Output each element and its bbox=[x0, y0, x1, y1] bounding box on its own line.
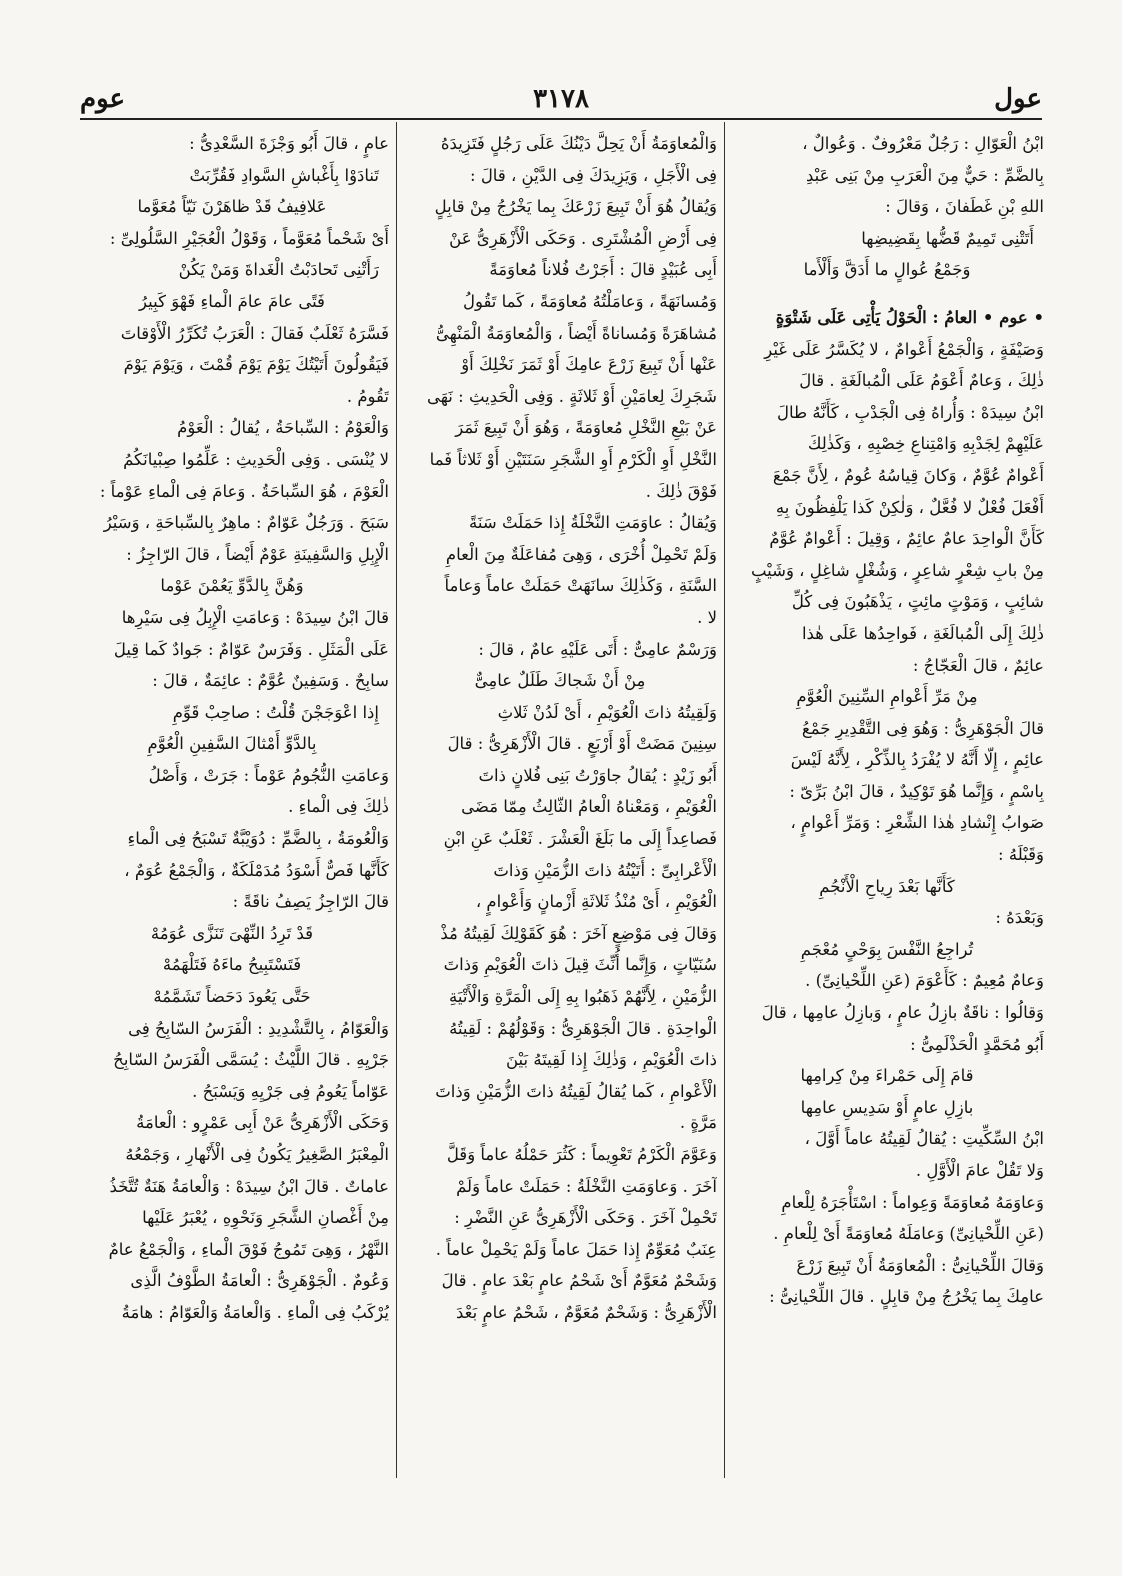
verse-line: أَتَتْنِى تَمِيمٌ قَضُّها بِقَضِيضِها bbox=[861, 228, 1034, 248]
text-line: أَىْ شَحْماً مُعَوَّماً ، وَقَوْلُ الْعُجَيْرِ السَّلُولِىِّ : bbox=[109, 228, 389, 248]
verse-line: رَأَتْنِى تَحادَبْتُ الْغَداةَ وَمَنْ يَكُنْ bbox=[178, 260, 379, 280]
column-right bbox=[730, 128, 1044, 1488]
page-number: ٣١٧٨ bbox=[533, 84, 589, 114]
text-line: الْأَعْرابِىِّ : أَتَيْتُهُ ذاتَ الزُّمَيْنِ وَذاتَ bbox=[493, 860, 717, 880]
text-line: أَبُو زَيْدٍ : يُقالُ جاوَرْتُ بَنِى فُلانٍ ذاتَ bbox=[478, 765, 717, 785]
text-line: عَوّاماً يَعُومُ فِى جَرْيِهِ وَيَسْبَحُ . bbox=[192, 1081, 389, 1101]
text-line: سابِحٌ . وَسَفِينٌ عُوَّمٌ : عائِمَةٌ ، قالَ : bbox=[152, 671, 389, 691]
text-line: أَعْوامٌ عُوَّمٌ ، وَكانَ قِياسُهُ عُومٌ ، لِأَنَّ جَمْعَ bbox=[772, 465, 1044, 485]
text-line: وَالْعُومَةُ ، بِالضَّمِّ : دُوَيْبَّةٌ تَسْبَحُ فِى الْماءِ bbox=[127, 829, 389, 849]
header-rule bbox=[80, 118, 1042, 120]
text-line: وَعَوَّمَ الْكَرْمُ تَعْوِيماً : كَثُرَ حَمْلُهُ عاماً وَقَلَّ bbox=[446, 1145, 717, 1164]
text-line: مِنْ أَغْصانِ الشَّجَرِ وَنَحْوِهِ ، يُعْبَرُ عَلَيْها bbox=[142, 1208, 389, 1228]
column-left bbox=[75, 128, 389, 1488]
text-line: أَفْعَلَ فُعْلٌ لا فُعَّلٌ ، وَلٰكِنْ كَذا يَلْفِظُونَ بِهِ bbox=[775, 497, 1044, 517]
text-line: وَقالُوا : ناقَةٌ بازِلُ عامٍ ، وَبازِلُ عامِها ، قالَ bbox=[761, 1003, 1044, 1023]
text-line: بِالضَّمِّ : حَيٌّ مِنَ الْعَرَبِ مِنْ بَنِى عَبْدِ bbox=[806, 165, 1044, 185]
verse-line: كَأَنَّها بَعْدَ رِياحِ الْأَنْجُمِ bbox=[819, 876, 955, 896]
text-line: وَقالَ فِى مَوْضِعٍ آخَرَ : هُوَ كَقَوْلِكَ لَقِيتُهُ مُذْ bbox=[440, 923, 717, 943]
text-line: (عَنِ اللِّحْيانِىِّ) وَعامَلَهُ مُعاوَمَةً أَىْ لِلْعامِ . bbox=[773, 1224, 1044, 1244]
verse-line: قَدْ تَرِدُ النِّهْىَ تَنَزَّى عُوَمُهْ bbox=[150, 923, 314, 943]
text-line: بِاسْمٍ ، وَإِنَّما هُوَ تَوْكِيدٌ ، قالَ ابْنُ بَرِّىّ : bbox=[789, 781, 1044, 801]
column-divider bbox=[724, 122, 725, 1478]
text-line: قالَ الرّاجِزُ يَصِفُ ناقَةً : bbox=[232, 892, 389, 912]
text-line: آخَرَ . وَعاوَمَتِ النَّخْلَةُ : حَمَلَتْ عاماً وَلَمْ bbox=[456, 1176, 717, 1196]
text-line: تَحْمِلْ آخَرَ . وَحَكَى الْأَزْهَرِىُّ عَنِ النَّضْرِ : bbox=[454, 1208, 717, 1228]
column-middle bbox=[403, 128, 717, 1488]
text-line: وَشَحْمٌ مُعَوَّمٌ أَىْ شَحْمُ عامٍ بَعْدَ عامٍ . قالَ bbox=[441, 1271, 717, 1291]
text-line: وَلا تَقُلْ عامَ الْأَوَّلِ . bbox=[915, 1161, 1044, 1180]
text-line: وَمُسانَهَةً ، وَعامَلْتُهُ مُعاوَمَةً ، كَما تَقُولُ bbox=[462, 291, 717, 311]
verse-line: تُراجِعُ النَّفْسَ بِوَحْىٍ مُعْجَمِ bbox=[800, 939, 974, 959]
text-line: وَالْعَوّامُ ، بِالتَّشْدِيدِ : الْفَرَسُ السّابِحُ فِى bbox=[128, 1018, 389, 1038]
text-line: عاماتٌ . قالَ ابْنُ سِيدَهْ : وَالْعامَةُ هَنَةٌ تُتَّخَذُ bbox=[109, 1176, 389, 1196]
text-line: فِى أَرْضِ الْمُشْتَرِى . وَحَكَى الْأَزْهَرِىُّ عَنْ bbox=[449, 228, 717, 248]
text-line: عامٍ ، قالَ أَبُو وَجْزَةَ السَّعْدِىُّ : bbox=[189, 134, 389, 153]
text-line: ابْنُ الْعَوّالِ : رَجُلٌ مَعْرُوفٌ . وَعُوالٌ ، bbox=[802, 134, 1044, 153]
text-line: وَلَقِيتُهُ ذاتَ الْعُوَيْمِ ، أَىْ لَدُنْ ثَلاثِ bbox=[497, 702, 717, 722]
text-line: فَصاعِداً إِلَى ما بَلَغَ الْعَشْرَ . ثَعْلَبٌ عَنِ ابْنِ bbox=[443, 829, 717, 849]
verse-line: إِذا اعْوَجَجْنَ قُلْتُ : صاحِبْ قَوِّمِ bbox=[172, 702, 379, 722]
text-line: عَنْها أَنْ تَبِيعَ زَرْعَ عامِكَ أَوْ ثَمَرَ نَخْلِكَ أَوْ bbox=[461, 355, 717, 375]
verse-line: تَنادَوْا بِأَغْباشِ السَّوادِ فَقُرِّبَتْ bbox=[189, 165, 379, 185]
text-line: شائِبٍ ، وَمَوْتٍ مائِتٍ ، يَذْهَبُونَ فِى كُلِّ bbox=[791, 592, 1044, 612]
text-line: كَأَنَّ الْواحِدَ عامٌ عائِمٌ ، وَقِيلَ : أَعْوامٌ عُوَّمٌ bbox=[769, 529, 1044, 549]
text-line: مَرَّةٍ . bbox=[679, 1113, 717, 1133]
text-line: مِنْ بابِ شِعْرٍ شاعِرٍ ، وَشُغْلٍ شاغِلٍ ، وَشَيْبٍ bbox=[750, 560, 1044, 580]
text-line: وَعاوَمَهُ مُعاوَمَةً وَعِواماً : اسْتَأْجَرَهُ لِلْعامِ bbox=[781, 1192, 1044, 1212]
text-line: كَأَنَّها فَصٌّ أَسْوَدُ مُدَمْلَكَةٌ ، وَالْجَمْعُ عُوَمٌ ، bbox=[124, 860, 389, 880]
text-line: وَيُقالُ هُوَ أَنْ تَبِيعَ زَرْعَكَ بِما يَخْرُجُ مِنْ قابِلٍ bbox=[434, 197, 717, 217]
text-line: تَقُومُ . bbox=[346, 386, 389, 406]
text-line: الزُّمَيْنِ ، لِأَنَّهُمْ ذَهَبُوا بِهِ إِلَى الْمَرَّةِ وَالْأَتْيَةِ bbox=[449, 987, 717, 1007]
text-line: اللهِ بْنِ غَطَفانَ ، وَقالَ : bbox=[885, 197, 1044, 217]
text-line: الْأَعْوامِ ، كَما يُقالُ لَقِيتُهُ ذاتَ الزُّمَيْنِ وَذاتَ bbox=[435, 1081, 717, 1101]
text-line: الْإِبِلِ وَالسَّفِينَةِ عَوْمٌ أَيْضاً ، قالَ الرّاجِزُ : bbox=[126, 544, 389, 564]
text-line: ذٰلِكَ إِلَى الْمُبالَغَةِ ، فَواحِدُها عَلَى هٰذا bbox=[801, 623, 1044, 643]
verse-line: حَتَّى يَعُودَ دَحَضاً تَشَمَّمُهْ bbox=[153, 987, 311, 1007]
text-line: الْعُوَيْمِ ، وَمَعْناهُ الْعامُ الثّالِثُ مِمّا مَضَى bbox=[461, 797, 717, 817]
text-line: يُرْكَبُ فِى الْماءِ . وَالْعامَةُ وَالْعَوّامُ : هامَةُ bbox=[121, 1302, 389, 1322]
verse-line: فَتًى عامَ عامَ الْماءِ فَهْوَ كَبِيرُ bbox=[139, 291, 325, 311]
text-line: سِنِينَ مَضَتْ أَوْ أَرْبَعٍ . قالَ الْأَزْهَرِىُّ : قالَ bbox=[447, 734, 717, 754]
text-line: أَبُو مُحَمَّدٍ الْحَذْلَمِىُّ : bbox=[910, 1034, 1044, 1054]
text-line: قالَ الْجَوْهَرِىُّ : وَهُوَ فِى التَّقْدِيرِ جَمْعُ bbox=[801, 718, 1044, 738]
text-line: أَبِى عُبَيْدٍ قالَ : أَجَرْتُ فُلاناً مُعاوَمَةً bbox=[489, 260, 717, 280]
verse-line: وَهُنَّ بِالدَّوِّ يَعُمْنَ عَوْما bbox=[160, 576, 304, 596]
text-line: وَعُومٌ . الْجَوْهَرِىُّ : الْعامَةُ الطَّوْفُ الَّذِى bbox=[130, 1271, 389, 1291]
text-line: عَلَيْهِمْ لِجَدْبِهِ وَامْتِناعِ خِصْبِهِ ، وَكَذٰلِكَ bbox=[807, 434, 1044, 454]
text-line: الْمِعْبَرُ الصَّغِيرُ يَكُونُ فِى الْأَنْهارِ ، وَجَمْعُهُ bbox=[125, 1145, 389, 1164]
verse-line: عَلافِيفُ قَدْ ظاهَرْنَ نَيّاً مُعَوَّما bbox=[137, 197, 327, 217]
text-line: لا . bbox=[697, 607, 717, 627]
text-line: شَجَرِكَ لِعامَيْنِ أَوْ ثَلاثَةٍ . وَفِى الْحَدِيثِ : نَهَى bbox=[426, 386, 717, 406]
text-line: وَلَمْ تَحْمِلْ أُخْرَى ، وَهِىَ مُفاعَلَةٌ مِنَ الْعامِ bbox=[445, 544, 717, 564]
text-line: النَّهْرُ ، وَهِىَ تَمُوجُ فَوْقَ الْماءِ ، وَالْجَمْعُ عامٌ bbox=[108, 1239, 389, 1259]
text-line: ابْنُ سِيدَهْ : وَأُراهُ فِى الْجَدْبِ ، كَأَنَّهُ طالَ bbox=[776, 402, 1044, 422]
text-line: وَقَبْلَهُ : bbox=[998, 845, 1044, 865]
text-line: ذاتَ الْعُوَيْمِ ، وَذٰلِكَ إِذا لَقِيتَهُ بَيْنَ bbox=[505, 1050, 717, 1070]
page-header bbox=[80, 84, 1042, 118]
text-line: عائِمٍ ، إِلّا أَنَّهُ لا يُفْرَدُ بِالذِّكْرِ ، لِأَنَّهُ لَيْسَ bbox=[790, 750, 1044, 770]
text-line: ذٰلِكَ ، وَعامٌ أَعْوَمُ عَلَى الْمُبالَغَةِ . قالَ bbox=[799, 371, 1044, 391]
left-running-headword: عوم bbox=[80, 84, 126, 114]
text-line: فَيَقُولُونَ أَتَيْتُكَ يَوْمَ يَوْمَ قُمْتَ ، وَيَوْمَ يَوْمَ bbox=[123, 355, 389, 375]
verse-line: فَتَسْتَبِيحُ ماءَهُ فَتَلْهَمُهْ bbox=[162, 955, 302, 975]
text-line: فِى الْأَجَلِ ، وَيَزِيدَكَ فِى الدَّيْنِ ، قالَ : bbox=[470, 165, 717, 185]
text-line: وَبَعْدَهُ : bbox=[995, 908, 1044, 928]
entry-heading-line: • عوم • العامُ : الْحَوْلُ يَأْتِى عَلَى شَتْوَةٍ bbox=[775, 307, 1044, 327]
text-line: وَرَسْمٌ عامِىٌّ : أَتَى عَلَيْهِ عامٌ ، قالَ : bbox=[478, 639, 717, 659]
text-line: قالَ ابْنُ سِيدَهْ : وَعامَتِ الْإِبِلُ فِى سَيْرِها bbox=[121, 607, 389, 627]
text-line: سُنَيّاتٍ ، وَإِنَّما أُنِّثَ قِيلَ ذاتَ الْعُوَيْمِ وَذاتَ bbox=[443, 955, 717, 975]
text-line: صَوابُ إِنْشادِ هٰذا الشِّعْرِ : وَمَرِّ أَعْوامٍ ، bbox=[790, 813, 1044, 833]
text-line: الْعُوَيْمِ ، أَىْ مُنْذُ ثَلاثَةِ أَزْمانٍ وَأَعْوامٍ ، bbox=[475, 892, 717, 912]
text-line: ابْنُ السِّكِّيتِ : يُقالُ لَقِيتُهُ عاماً أَوَّلَ ، bbox=[804, 1129, 1044, 1149]
text-line: الْعَوْمَ ، هُوَ السِّباحَةُ . وَعامَ فِى الْماءِ عَوْماً : bbox=[99, 481, 389, 501]
column-divider bbox=[396, 122, 397, 1478]
text-line: عِنَبٌ مُعَوِّمٌ إِذا حَمَلَ عاماً وَلَمْ يَحْمِلْ عاماً . bbox=[435, 1239, 717, 1259]
text-line: عَنْ بَيْعِ النَّخْلِ مُعاوَمَةً ، وَهُوَ أَنْ تَبِيعَ ثَمَرَ bbox=[455, 418, 717, 438]
text-line: عامِكَ بِما يَخْرُجُ مِنْ قابِلٍ . قالَ اللِّحْيانِىُّ : bbox=[769, 1287, 1044, 1307]
text-line: وَيُقالُ : عاوَمَتِ النَّخْلَةُ إِذا حَمَلَتْ سَنَةً bbox=[469, 513, 717, 533]
verse-line: وَجَمْعُ عُوالٍ ما أَدَقَّ وَأَلْأَما bbox=[803, 260, 971, 280]
text-line: سَبَحَ . وَرَجُلٌ عَوّامٌ : ماهِرٌ بِالسِّباحَةِ ، وَسَيْرُ bbox=[103, 513, 389, 533]
text-line: النَّخْلِ أَوِ الْكَرْمِ أَوِ الشَّجَرِ سَنَتَيْنِ أَوْ ثَلاثاً فَما bbox=[429, 449, 717, 469]
section-gap bbox=[730, 286, 1044, 302]
verse-line: بازِلِ عامٍ أَوْ سَدِيسِ عامِها bbox=[800, 1097, 974, 1117]
verse-line: بِالدَّوِّ أَمْثالَ السَّفِينِ الْعُوَّمِ bbox=[147, 734, 317, 754]
text-line: عَلَى الْمَثَلِ . وَفَرَسٌ عَوّامٌ : جَوادٌ كَما قِيلَ bbox=[113, 639, 389, 659]
text-line: الْأَزْهَرِىُّ : وَشَحْمٌ مُعَوَّمٌ ، شَحْمُ عامٍ بَعْدَ bbox=[455, 1302, 717, 1322]
text-line: وَالْعَوْمُ : السِّباحَةُ ، يُقالُ : الْعَوْمُ bbox=[177, 418, 389, 438]
text-line: السَّنَةِ ، وَكَذٰلِكَ سانَهَتْ حَمَلَتْ عاماً وَعاماً bbox=[444, 576, 717, 596]
text-line: وَصَيْفَةٍ ، وَالْجَمْعُ أَعْوامٌ ، لا يُكَسَّرُ عَلَى غَيْرِ bbox=[764, 339, 1044, 359]
text-line: ذٰلِكَ فِى الْماءِ . bbox=[288, 797, 389, 817]
text-line: مُشاهَرَةً وَمُساناةً أَيْضاً ، وَالْمُعاوَمَةُ الْمَنْهِىُّ bbox=[435, 323, 717, 343]
text-line: وَالْمُعاوَمَةُ أَنْ يَحِلَّ دَيْنُكَ عَلَى رَجُلٍ فَتَزِيدَهُ bbox=[440, 134, 717, 153]
text-line: عائِمٌ ، قالَ الْعَجّاجُ : bbox=[912, 655, 1044, 675]
right-running-headword: عول bbox=[994, 84, 1042, 114]
text-line: وَعامَتِ النُّجُومُ عَوْماً : جَرَتْ ، وَأَصْلُ bbox=[148, 765, 389, 785]
text-line: جَرْيِهِ . قالَ اللَّيْثُ : يُسَمَّى الْفَرَسُ السّابِحُ bbox=[113, 1050, 389, 1070]
text-line: وَحَكَى الْأَزْهَرِىُّ عَنْ أَبِى عَمْرٍو : الْعامَةُ bbox=[136, 1113, 389, 1133]
text-line: فَسَّرَهُ ثَعْلَبٌ فَقالَ : الْعَرَبُ تُكَرِّرُ الْأَوْقاتَ bbox=[120, 323, 389, 343]
text-line: وَقالَ اللِّحْيانِىُّ : الْمُعاوَمَةُ أَنْ تَبِيعَ زَرْعَ bbox=[796, 1255, 1044, 1275]
verse-line: مِنْ مَرِّ أَعْوامِ السِّنِينَ الْعُوَّمِ bbox=[796, 687, 978, 707]
text-line: الْواحِدَةِ . قالَ الْجَوْهَرِىُّ : وَقَوْلُهُمْ : لَقِيتُهُ bbox=[449, 1018, 717, 1038]
text-line: فَوْقَ ذٰلِكَ . bbox=[645, 481, 717, 501]
text-line: وَعامٌ مُعِيمٌ : كَأَعْوَمَ (عَنِ اللِّحْيانِىِّ) . bbox=[805, 971, 1044, 991]
verse-line: مِنْ أَنْ شَجاكَ طَلَلٌ عامِىٌّ bbox=[474, 671, 646, 691]
verse-line: قامَ إِلَى حَمْراءَ مِنْ كِرامِها bbox=[800, 1066, 974, 1086]
text-line: لا يُنْسَى . وَفِى الْحَدِيثِ : عَلِّمُوا صِبْيانَكُمُ bbox=[123, 449, 389, 469]
